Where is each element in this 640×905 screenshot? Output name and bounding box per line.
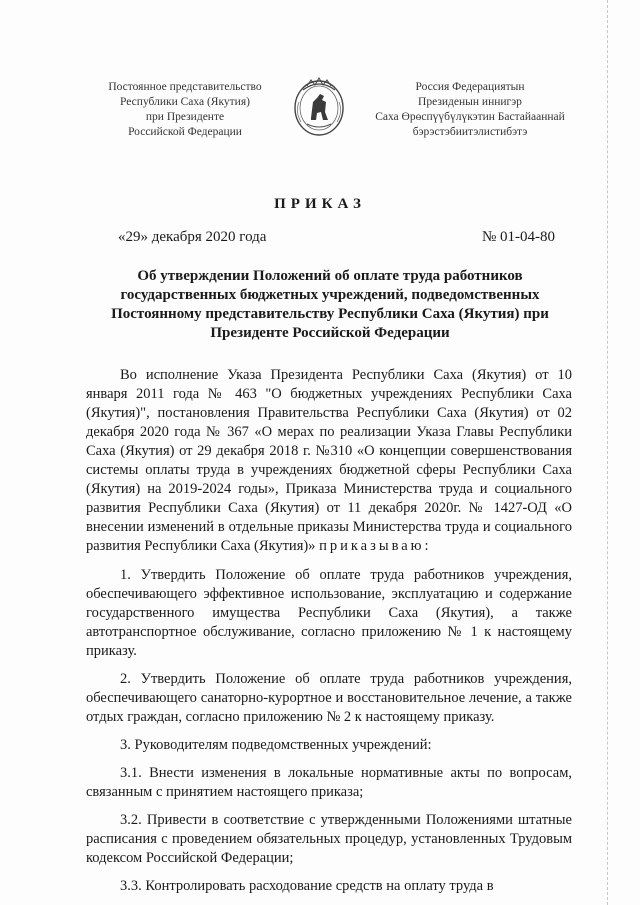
order-item: 1. Утвердить Положение об оплате труда работников учреждения, обеспечивающего эффективное использование, эксплуатацию и содержание государственного имущества Республики Саха (Якутия), а также автотранспортное обслуживание, согласно приложению № 1 к настоящему приказу. <box>86 567 572 659</box>
document-number: № 01-04-80 <box>482 229 556 245</box>
header-left-line: Российской Федерации <box>128 126 242 138</box>
subject-line: Постоянному представительству Республики Саха (Якутия) при <box>111 306 549 322</box>
order-item: 2. Утвердить Положение об оплате труда работников учреждения, обеспечивающего санаторно-курортное и восстановительное лечение, а также отдых граждан, согласно приложению № 2 к настоящему приказу. <box>86 671 572 725</box>
subject-line: Президенте Российской Федерации <box>210 325 450 341</box>
coat-of-arms-emblem-icon <box>289 72 349 140</box>
order-word: приказываю: <box>319 538 432 554</box>
document-type-title: ПРИКАЗ <box>274 196 366 212</box>
scan-edge-line <box>607 0 608 905</box>
header-left-line: Постоянное представительство <box>108 81 262 93</box>
preamble-paragraph <box>86 366 572 556</box>
document-date: «29» декабря 2020 года <box>118 229 267 245</box>
document-subject <box>100 267 560 343</box>
header-left-line: при Президенте <box>145 111 225 123</box>
header-right-line: Президенын иннигэр <box>418 96 522 108</box>
order-item: 3. Руководителям подведомственных учреждений: <box>120 737 432 753</box>
header-left-line: Республики Саха (Якутия) <box>120 96 250 108</box>
header-right-line: Россия Федерациятын <box>415 81 525 93</box>
subject-line: Об утверждении Положений об оплате труда работников <box>137 268 523 284</box>
header-right-org <box>350 80 590 140</box>
order-item: 3.2. Привести в соответствие с утвержденными Положениями штатные расписания с проведением обязательных процедур, установленных Трудовым кодексом Российской Федерации; <box>86 812 572 866</box>
header-right-line: Саха Өрөспүүбүлүкэтин Бастайааннай <box>375 111 565 123</box>
order-item: 3.1. Внести изменения в локальные нормативные акты по вопросам, связанным с принятием настоящего приказа; <box>86 765 572 800</box>
order-item: 3.3. Контролировать расходование средств на оплату труда в <box>120 878 494 894</box>
header-right-line: бэрэстэбиитэлистибэтэ <box>412 126 528 138</box>
preamble-text: Во исполнение Указа Президента Республики Саха (Якутия) от 10 января 2011 года № 463 "О бюджетных учреждениях Республики Саха (Якутия)", постановления Правительства Республики Саха (Якутия) от 02 декабря 2020 года № 367 «О мерах по реализации Указа Главы Республики Саха (Якутия) от 29 декабря 2018 г. №310 «О концепции совершенствования системы оплаты труда в учреждениях бюджетной сферы Республики Саха (Якутия) на 2019-2024 годы», Приказа Министерства труда и социального развития Республики Саха (Якутия) от 11 декабря 2020г. № 1427-ОД «О внесении изменений в отдельные приказы Министерства труда и социального развития Республики Саха (Якутия)» <box>86 367 572 554</box>
header-left-org <box>90 80 280 140</box>
subject-line: государственных бюджетных учреждений, подведомственных <box>120 287 540 303</box>
document-body <box>86 366 572 905</box>
